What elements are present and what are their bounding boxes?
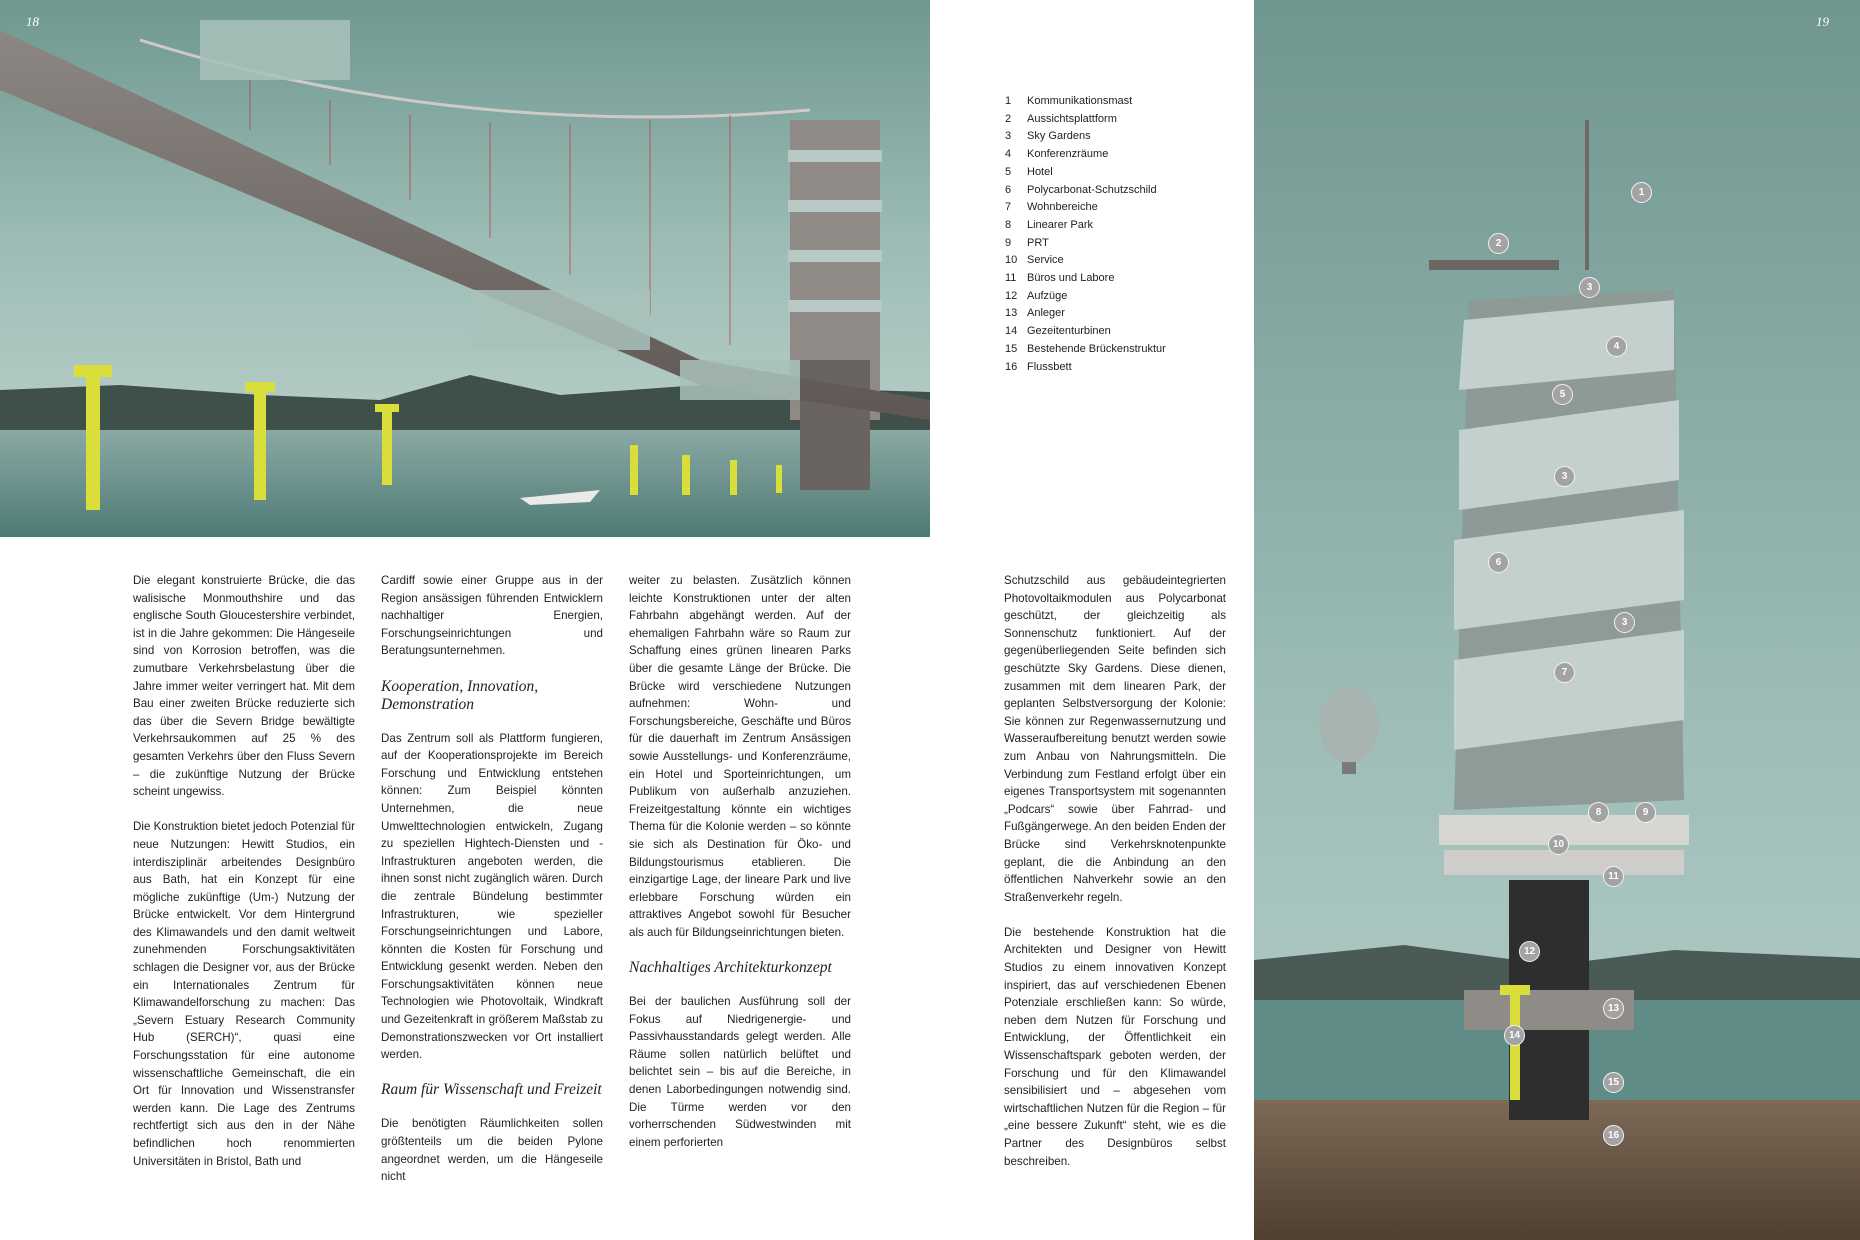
- paragraph: Bei der baulichen Ausführung soll der Fokus auf Niedrigenergie- und Passivhausstandards gelegt werden. Alle Räume sollen natürlich belüftet und belichtet sein – bis auf die Bereiche, in denen Laborbedingungen notwendig sind. Die Türme werden vor den vorherrschenden Südwestwinden mit einem perforierten: [629, 995, 851, 1149]
- legend-label: Konferenzräume: [1027, 148, 1109, 161]
- legend-item: [1005, 182, 1166, 200]
- marker-13: 13: [1603, 998, 1624, 1019]
- legend-item: [1005, 217, 1166, 235]
- article-column-2: [381, 572, 603, 1203]
- legend-label: Polycarbonat-Schutzschild: [1027, 183, 1157, 196]
- legend-item: [1005, 288, 1166, 306]
- legend-number: 3: [1005, 130, 1012, 143]
- legend-label: PRT: [1027, 236, 1049, 249]
- marker-12: 12: [1519, 941, 1540, 962]
- article-column-3: [629, 572, 851, 1169]
- legend-number: 12: [1005, 289, 1018, 302]
- legend-number: 2: [1005, 112, 1012, 125]
- legend-label: Wohnbereiche: [1027, 201, 1098, 214]
- legend-number: 14: [1005, 325, 1018, 338]
- legend-label: Anleger: [1027, 307, 1065, 320]
- legend-number: 5: [1005, 165, 1012, 178]
- legend-label: Aussichtsplattform: [1027, 112, 1117, 125]
- section-heading: Nachhaltiges Architekturkonzept: [629, 959, 832, 977]
- legend-item: [1005, 270, 1166, 288]
- marker-3b: 3: [1554, 466, 1575, 487]
- legend-label: Gezeitenturbinen: [1027, 325, 1111, 338]
- legend-label: Kommunikationsmast: [1027, 95, 1133, 107]
- marker-11: 11: [1603, 866, 1624, 887]
- legend-number: 1: [1005, 95, 1012, 107]
- legend-item: [1005, 128, 1166, 146]
- legend-item: [1005, 305, 1166, 323]
- legend-item: [1005, 341, 1166, 359]
- legend-item: [1005, 199, 1166, 217]
- legend-number: 10: [1005, 254, 1018, 267]
- legend-item: [1005, 146, 1166, 164]
- legend-label: Sky Gardens: [1027, 130, 1091, 143]
- marker-8: 8: [1588, 802, 1609, 823]
- paragraph: Die benötigten Räumlichkeiten sollen größtenteils um die beiden Pylone angeordnet werden, um die Hängeseile nicht: [381, 1117, 603, 1184]
- marker-16: 16: [1603, 1125, 1624, 1146]
- diagram-legend: [1005, 93, 1166, 376]
- paragraph: Die Konstruktion bietet jedoch Potenzial für neue Nutzungen: Hewitt Studios, ein interdisziplinär arbeitendes Designbüro aus Bath, hat ein Konzept für eine mögliche zukünftige (Um-) Nutzung der Brücke entwickelt. Vor dem Hintergrund des Klimawandels und den damit weltweit zunehmenden Forschungsaktivitäten schlagen die Designer vor, aus der Brücke ein Internationales Zentrum für Klimawandelforschung zu machen: Das „Severn Estuary Research Community Hub (SERCH)“, quasi eine Forschungsstation für eine autonome wissenschaftliche Gemeinschaft, die ein Ort für Innovation und Wissenstransfer werden kann. Die Lage des Zentrums rechtfertigt sich aus den in der Nähe befindlichen hoch renommierten Universitäten in Bristol, Bath und: [133, 820, 355, 1168]
- page-number-left: 18: [26, 14, 39, 29]
- legend-item: [1005, 164, 1166, 182]
- section-heading: Raum für Wissenschaft und Freizeit: [381, 1081, 602, 1099]
- legend-number: 16: [1005, 360, 1018, 373]
- marker-2: 2: [1488, 233, 1509, 254]
- legend-item: [1005, 93, 1166, 111]
- legend-item: [1005, 111, 1166, 129]
- legend-number: 4: [1005, 148, 1012, 161]
- marker-15: 15: [1603, 1072, 1624, 1093]
- paragraph: Die bestehende Konstruktion hat die Architekten und Designer von Hewitt Studios zu einem innovativen Konzept inspiriert, das auf verschiedenen Ebenen Potenziale erschließen kann: So würde, neben dem Nutzen für Forschung und Entwicklung, der Öffentlichkeit ein Wissenschaftspark geboten werden, der Forschung und für den Klimawandel sensibilisiert und – abgesehen vom wirtschaftlichen Nutzen für die Region – für „eine bessere Zukunft“ steht, wie es die Partner des Designbüros selbst beschreiben.: [1004, 925, 1226, 1168]
- marker-4: 4: [1606, 336, 1627, 357]
- legend-number: 13: [1005, 307, 1018, 320]
- marker-6: 6: [1488, 552, 1509, 573]
- legend-item: [1005, 235, 1166, 253]
- section-heading: Kooperation, Innovation, Demonstration: [381, 677, 539, 713]
- marker-7: 7: [1554, 662, 1575, 683]
- legend-label: Hotel: [1027, 165, 1053, 178]
- legend-label: Linearer Park: [1027, 218, 1094, 231]
- article-column-4: [1004, 572, 1226, 1188]
- marker-14: 14: [1504, 1025, 1525, 1046]
- legend-item: [1005, 359, 1166, 377]
- article-column-1: [133, 572, 355, 1188]
- legend-number: 8: [1005, 218, 1012, 231]
- legend-label: Aufzüge: [1027, 289, 1068, 302]
- marker-1: 1: [1631, 182, 1652, 203]
- bridge-rendering-image: [0, 0, 930, 537]
- legend-label: Service: [1027, 254, 1064, 267]
- legend-item: [1005, 323, 1166, 341]
- legend-label: Büros und Labore: [1027, 272, 1115, 285]
- legend-label: Bestehende Brückenstruktur: [1027, 342, 1166, 355]
- legend-label: Flussbett: [1027, 360, 1072, 373]
- paragraph: weiter zu belasten. Zusätzlich können leichte Konstruktionen unter der alten Fahrbahn abgehängt werden. Auf der ehemaligen Fahrbahn wäre so Raum zur Schaffung eines grünen linearen Parks über die gesamte Länge der Brücke. Die Brücke wird verschiedene Nutzungen aufnehmen: Wohn- und Forschungsbereiche, Geschäfte und Büros für die dauerhaft im Zentrum Ansässigen sowie Ausstellungs- und Konferenzräume, ein Hotel und Sporteinrichtungen, um Publikum von außerhalb anzuziehen. Freizeitgestaltung könnte ein wichtiges Thema für die Kolonie werden – so könnte sie sich als Destination für Öko- und Bildungstourismus etablieren. Die einzigartige Lage, der lineare Park und live erlebbare Forschung würden ein attraktives Angebot sowohl für Besucher als auch für Bildungseinrichtungen bieten.: [629, 574, 851, 939]
- marker-10: 10: [1548, 834, 1569, 855]
- legend-number: 11: [1005, 272, 1017, 285]
- legend-number: 6: [1005, 183, 1012, 196]
- marker-9: 9: [1635, 802, 1656, 823]
- marker-3: 3: [1579, 277, 1600, 298]
- legend-number: 15: [1005, 342, 1018, 355]
- legend-item: [1005, 252, 1166, 270]
- marker-3c: 3: [1614, 612, 1635, 633]
- paragraph: Cardiff sowie einer Gruppe aus in der Region ansässigen führenden Entwicklern nachhaltiger Energien, Forschungseinrichtungen und Beratungsunternehmen.: [381, 574, 603, 658]
- marker-5: 5: [1552, 384, 1573, 405]
- legend-number: 7: [1005, 201, 1012, 214]
- paragraph: Das Zentrum soll als Plattform fungieren, auf der Kooperationsprojekte im Bereich Forschung und Entwicklung entstehen können: Zum Beispiel könnten Unternehmen, die neue Umwelttechnologien entwickeln, Zugang zu speziellen Hightech-Diensten und -Infrastrukturen angeboten werden, die ihnen sonst nicht zugänglich wären. Durch die zentrale Bündelung bestimmter Infrastrukturen, wie spezieller Forschungseinrichtungen und Labore, könnten die Kosten für Forschung und Entwicklung gesenkt werden. Neben den Forschungsaktivitäten können neue Technologien wie Photovoltaik, Windkraft und Gezeitenkraft in größerem Maßstab zu Demonstrationszwecken vor Ort installiert werden.: [381, 731, 603, 1062]
- legend-number: 9: [1005, 236, 1012, 249]
- paragraph: Die elegant konstruierte Brücke, die das walisische Monmouthshire und das englische South Gloucestershire verbindet, ist in die Jahre gekommen: Die Hängeseile sind von Korrosion betroffen, was die zumutbare Verkehrsbelastung über die Jahre immer weiter verringert hat. Mit dem Bau einer zweiten Brücke reduzierte sich das über die Severn Bridge bewältigte Verkehrsaukommen auf 25 % des gesamten Verkehrs über den Fluss Severn – die zukünftige Nutzung der Brücke scheint ungewiss.: [133, 574, 355, 799]
- tower-section-diagram: [1254, 0, 1860, 1240]
- page-number-right: 19: [1816, 14, 1829, 29]
- paragraph: Schutzschild aus gebäudeintegrierten Photovoltaikmodulen aus Polycarbonat geschützt, der gleichzeitig als Sonnenschutz funktioniert. Auf der gegenüberliegenden Seite befinden sich geschützte Sky Gardens. Diese dienen, zusammen mit dem linearen Park, der geplanten Selbstversorgung der Kolonie: Sie können zur Regenwassernutzung und Wasseraufbereitung benutzt werden sowie zum Anbau von Nahrungsmitteln. Die Verbindung zum Festland erfolgt über ein eigenes Transportsystem mit sogenannten „Podcars“ sowie über Fahrrad- und Fußgängerwege. An den beiden Enden der Brücke sind Verkehrsknotenpunkte geplant, die die Anbindung an den öffentlichen Nahverkehr sowie an den Straßenverkehr regeln.: [1004, 574, 1226, 904]
